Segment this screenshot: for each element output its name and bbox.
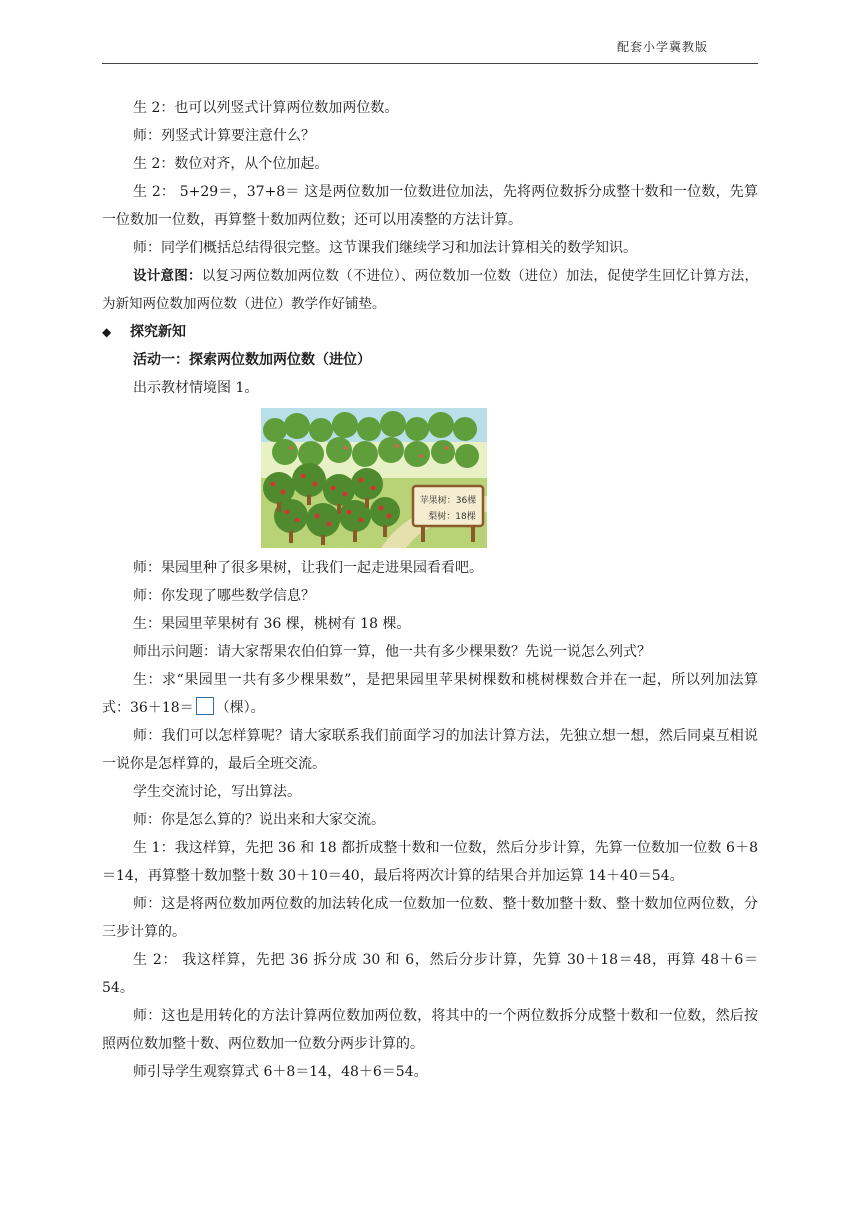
page-header: 配套小学冀教版: [616, 40, 708, 54]
paragraph: 师：你是怎么算的？说出来和大家交流。: [133, 812, 385, 828]
diamond-bullet-icon: ◆: [102, 325, 112, 339]
paragraph: 师：列竖式计算要注意什么？: [133, 128, 315, 144]
design-intent-paragraph: [102, 262, 758, 318]
paragraph: 师引导学生观察算式 6＋8＝14，48＋6＝54。: [133, 1064, 428, 1080]
paragraph: 生：果园里苹果树有 36 棵，桃树有 18 棵。: [133, 616, 411, 632]
formula-paragraph: [102, 666, 758, 722]
answer-blank-box: [196, 697, 214, 715]
design-intent-text: 以复习两位数加两位数（不进位）、两位数加一位数（进位）加法，促使学生回忆计算方法，为新知两位数加两位数（进位）教学作好铺垫。: [102, 268, 759, 312]
paragraph: 生 1：我这样算，先把 36 和 18 都折成整十数和一位数，然后分步计算，先算一位数加一位数 6＋8＝14，再算整十数加整十数 30＋10＝40，最后将两次计算的结果合并加运算 14＋40＝54。: [102, 840, 758, 884]
formula-text: 生：求“果园里一共有多少棵果数”，是把果园里苹果树棵数和桃树棵数合并在一起，所以列加法算式：36＋18＝: [102, 672, 758, 716]
design-intent-label: 设计意图：: [133, 268, 202, 284]
paragraph: 生 2： 5+29＝，37+8＝ 这是两位数加一位数进位加法，先将两位数拆分成整十数和一位数，先算一位数加一位数，再算整十数加两位数；还可以用凑整的方法计算。: [102, 184, 758, 228]
paragraph: 师：我们可以怎样算呢？请大家联系我们前面学习的加法计算方法，先独立想一想，然后同桌互相说一说你是怎样算的，最后全班交流。: [102, 728, 758, 772]
paragraph: 师：你发现了哪些数学信息？: [133, 588, 315, 604]
activity-title: 活动一：探索两位数加两位数（进位）: [133, 352, 371, 368]
paragraph: 师：这也是用转化的方法计算两位数加两位数，将其中的一个两位数拆分成整十数和一位数，然后按照两位数加整十数、两位数加一位数分两步计算的。: [102, 1008, 758, 1052]
header-divider: [102, 63, 758, 64]
orchard-scene-image: [261, 408, 487, 548]
paragraph: 师：果园里种了很多果树，让我们一起走进果园看看吧。: [133, 560, 483, 576]
paragraph: 师出示问题：请大家帮果农伯伯算一算，他一共有多少棵果数？先说一说怎么列式？: [133, 644, 651, 660]
sign-apple-trees: 苹果树：36棵: [419, 496, 477, 506]
paragraph: 生 2： 我这样算，先把 36 拆分成 30 和 6，然后分步计算，先算 30＋18＝48，再算 48＋6＝54。: [102, 952, 758, 996]
formula-unit: （棵）。: [215, 700, 265, 716]
section-heading: [102, 318, 758, 346]
paragraph: 师：同学们概括总结得很完整。这节课我们继续学习和加法计算相关的数学知识。: [133, 240, 637, 256]
paragraph: 出示教材情境图 1。: [133, 380, 259, 396]
paragraph: 学生交流讨论，写出算法。: [133, 784, 301, 800]
paragraph: 师：这是将两位数加两位数的加法转化成一位数加一位数、整十数加整十数、整十数加位两位数，分三步计算的。: [102, 896, 758, 940]
sign-pear-trees: 梨树：18棵: [428, 512, 476, 522]
document-body: [102, 94, 758, 1086]
paragraph: 生 2：数位对齐，从个位加起。: [133, 156, 329, 172]
paragraph: 生 2：也可以列竖式计算两位数加两位数。: [133, 100, 399, 116]
section-title: 探究新知: [130, 324, 186, 340]
